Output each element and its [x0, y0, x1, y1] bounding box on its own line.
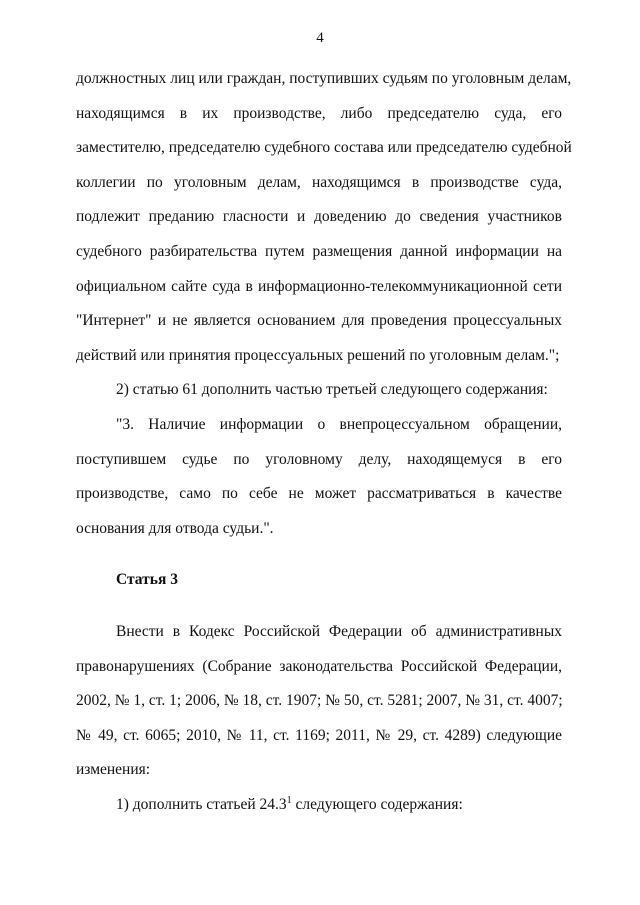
- text-line: поступившем судье по уголовному делу, находящемуся в его: [76, 450, 562, 468]
- text-line: действий или принятия процессуальных решений по уголовным делам.";: [76, 346, 560, 364]
- item-text-after: следующего содержания:: [291, 795, 463, 813]
- spacer: [76, 598, 562, 615]
- text-line: изменения:: [76, 761, 151, 779]
- text-line: основания для отвода судьи.".: [76, 519, 274, 537]
- text-line: должностных лиц или граждан, поступивших судьям по уголовным делам,: [76, 70, 572, 87]
- text-line: судебного разбирательства путем размещения данной информации на: [76, 242, 562, 260]
- text-line: 2002, № 1, ст. 1; 2006, № 18, ст. 1907; № 50, ст. 5281; 2007, № 31, ст. 4007;: [76, 692, 563, 710]
- text-line: официальном сайте суда в информационно-телекоммуникационной сети: [76, 277, 562, 295]
- article-3-intro: [76, 615, 562, 788]
- text-line: коллегии по уголовным делам, находящимся в производстве суда,: [76, 173, 562, 191]
- article-superscript: 1: [286, 794, 292, 806]
- item-text-before: 1) дополнить статьей 24.3: [116, 795, 287, 813]
- text-line: правонарушениях (Собрание законодательства Российской Федерации,: [76, 657, 562, 675]
- text-line: находящимся в их производстве, либо председателю суда, его: [76, 104, 562, 122]
- text-line: производстве, само по себе не может рассматриваться в качестве: [76, 485, 562, 503]
- document-body: [76, 62, 572, 822]
- quoted-part-three: [76, 408, 562, 546]
- article-heading: Статья 3: [116, 571, 178, 589]
- spacer: [76, 546, 562, 563]
- text-line: подлежит преданию гласности и доведению до сведения участников: [76, 208, 562, 226]
- text-line: Внести в Кодекс Российской Федерации об административных: [116, 622, 562, 640]
- page-number: 4: [316, 30, 324, 46]
- paragraph-item-1: [76, 788, 562, 823]
- text-line: "3. Наличие информации о внепроцессуальном обращении,: [116, 415, 562, 433]
- text-line: "Интернет" и не является основанием для проведения процессуальных: [76, 312, 562, 330]
- paragraph-continuation: [76, 62, 572, 373]
- text-line: заместителю, председателю судебного состава или председателю судебной: [76, 139, 572, 157]
- text-line: № 49, ст. 6065; 2010, № 11, ст. 1169; 2011, № 29, ст. 4289) следующие: [76, 726, 562, 744]
- paragraph-item-2: 2) статью 61 дополнить частью третьей следующего содержания:: [116, 381, 548, 399]
